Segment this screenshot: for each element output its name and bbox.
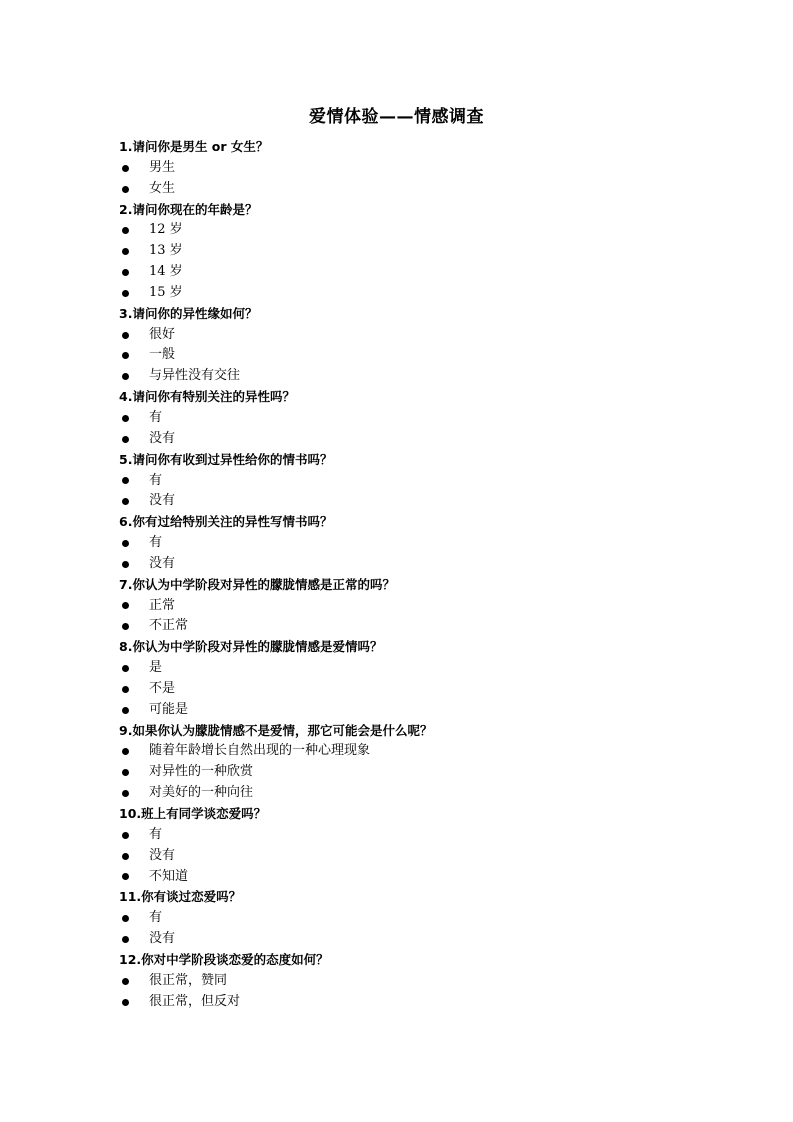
option-item xyxy=(119,616,679,637)
bullet-icon xyxy=(122,332,129,339)
option-item xyxy=(119,596,679,617)
question-2: 2.请问你现在的年龄是？ xyxy=(119,201,258,217)
option-item xyxy=(119,762,679,783)
option-item xyxy=(119,345,679,366)
bullet-icon xyxy=(122,540,129,547)
option-label: 正常 xyxy=(149,597,176,613)
question-7: 7.你认为中学阶段对异性的朦胧情感是正常的吗？ xyxy=(119,576,395,592)
question-6: 6.你有过给特别关注的异性写情书吗？ xyxy=(119,514,333,530)
option-item xyxy=(119,158,679,179)
question-8: 8.你认为中学阶段对异性的朦胧情感是爱情吗？ xyxy=(119,639,383,655)
bullet-icon xyxy=(122,165,129,172)
bullet-icon xyxy=(122,853,129,860)
option-item xyxy=(119,929,679,950)
option-label: 没有 xyxy=(149,430,176,446)
bullet-icon xyxy=(122,561,129,568)
option-item xyxy=(119,825,679,846)
bullet-icon xyxy=(122,186,129,193)
option-label: 没有 xyxy=(149,555,176,571)
option-label: 没有 xyxy=(149,493,176,509)
option-item xyxy=(119,700,679,721)
option-label: 对美好的一种向往 xyxy=(149,785,254,801)
option-label: 不正常 xyxy=(149,618,189,634)
bullet-icon xyxy=(122,498,129,505)
bullet-icon xyxy=(122,602,129,609)
option-label: 不知道 xyxy=(149,868,189,884)
option-label: 是 xyxy=(149,660,163,676)
option-label: 有 xyxy=(149,826,163,842)
bullet-icon xyxy=(122,832,129,839)
question-3: 3.请问你的异性缘如何？ xyxy=(119,305,258,321)
option-label: 一般 xyxy=(149,347,176,363)
option-item xyxy=(119,491,679,512)
question-9: 9.如果你认为朦胧情感不是爱情，那它可能会是什么呢？ xyxy=(119,722,433,738)
bullet-icon xyxy=(122,436,129,443)
option-item xyxy=(119,908,679,929)
option-item xyxy=(119,366,679,387)
bullet-icon xyxy=(122,248,129,255)
option-label: 随着年龄增长自然出现的一种心理现象 xyxy=(149,743,371,759)
bullet-icon xyxy=(122,790,129,797)
bullet-icon xyxy=(122,227,129,234)
question-12: 12.你对中学阶段谈恋爱的态度如何？ xyxy=(119,951,329,967)
bullet-icon xyxy=(122,936,129,943)
bullet-icon xyxy=(122,707,129,714)
option-label: 14 岁 xyxy=(149,264,183,280)
bullet-icon xyxy=(122,290,129,297)
option-label: 不是 xyxy=(149,680,176,696)
option-item xyxy=(119,658,679,679)
question-10: 10.班上有同学谈恋爱吗？ xyxy=(119,806,267,821)
bullet-icon xyxy=(122,352,129,359)
bullet-icon xyxy=(122,748,129,755)
bullet-icon xyxy=(122,873,129,880)
option-label: 13 岁 xyxy=(149,243,183,259)
bullet-icon xyxy=(122,769,129,776)
option-item xyxy=(119,533,679,554)
question-list xyxy=(119,137,679,1012)
option-label: 没有 xyxy=(149,931,176,947)
bullet-icon xyxy=(122,373,129,380)
option-label: 很正常，但反对 xyxy=(149,993,241,1009)
option-item xyxy=(119,679,679,700)
bullet-icon xyxy=(122,686,129,693)
bullet-icon xyxy=(122,915,129,922)
option-item xyxy=(119,429,679,450)
bullet-icon xyxy=(122,269,129,276)
option-item xyxy=(119,867,679,888)
option-label: 有 xyxy=(149,910,163,926)
option-item xyxy=(119,741,679,762)
option-label: 男生 xyxy=(149,159,176,175)
option-item xyxy=(119,325,679,346)
option-item xyxy=(119,783,679,804)
option-label: 很好 xyxy=(149,326,176,342)
bullet-icon xyxy=(122,623,129,630)
option-label: 没有 xyxy=(149,847,176,863)
option-item xyxy=(119,971,679,992)
document-title: 爱情体验——情感调查 xyxy=(309,107,484,127)
bullet-icon xyxy=(122,665,129,672)
option-item xyxy=(119,992,679,1013)
option-label: 可能是 xyxy=(149,701,189,717)
bullet-icon xyxy=(122,415,129,422)
option-item xyxy=(119,283,679,304)
question-11: 11.你有谈过恋爱吗？ xyxy=(119,889,242,905)
question-1: 1.请问你是男生 or 女生？ xyxy=(119,139,269,154)
option-label: 有 xyxy=(149,535,163,551)
bullet-icon xyxy=(122,477,129,484)
question-5: 5.请问你有收到过异性给你的情书吗？ xyxy=(119,451,333,467)
option-item xyxy=(119,241,679,262)
option-label: 有 xyxy=(149,409,163,425)
option-item xyxy=(119,220,679,241)
option-label: 女生 xyxy=(149,180,176,196)
option-label: 有 xyxy=(149,472,163,488)
option-item xyxy=(119,471,679,492)
option-label: 12 岁 xyxy=(149,222,183,238)
option-label: 对异性的一种欣赏 xyxy=(149,764,254,780)
option-item xyxy=(119,846,679,867)
bullet-icon xyxy=(122,999,129,1006)
question-4: 4.请问你有特别关注的异性吗？ xyxy=(119,389,295,405)
bullet-icon xyxy=(122,978,129,985)
option-label: 很正常，赞同 xyxy=(149,972,228,988)
option-item xyxy=(119,262,679,283)
option-item xyxy=(119,179,679,200)
option-item xyxy=(119,408,679,429)
option-label: 15 岁 xyxy=(149,284,183,300)
option-label: 与异性没有交往 xyxy=(149,368,241,384)
option-item xyxy=(119,554,679,575)
